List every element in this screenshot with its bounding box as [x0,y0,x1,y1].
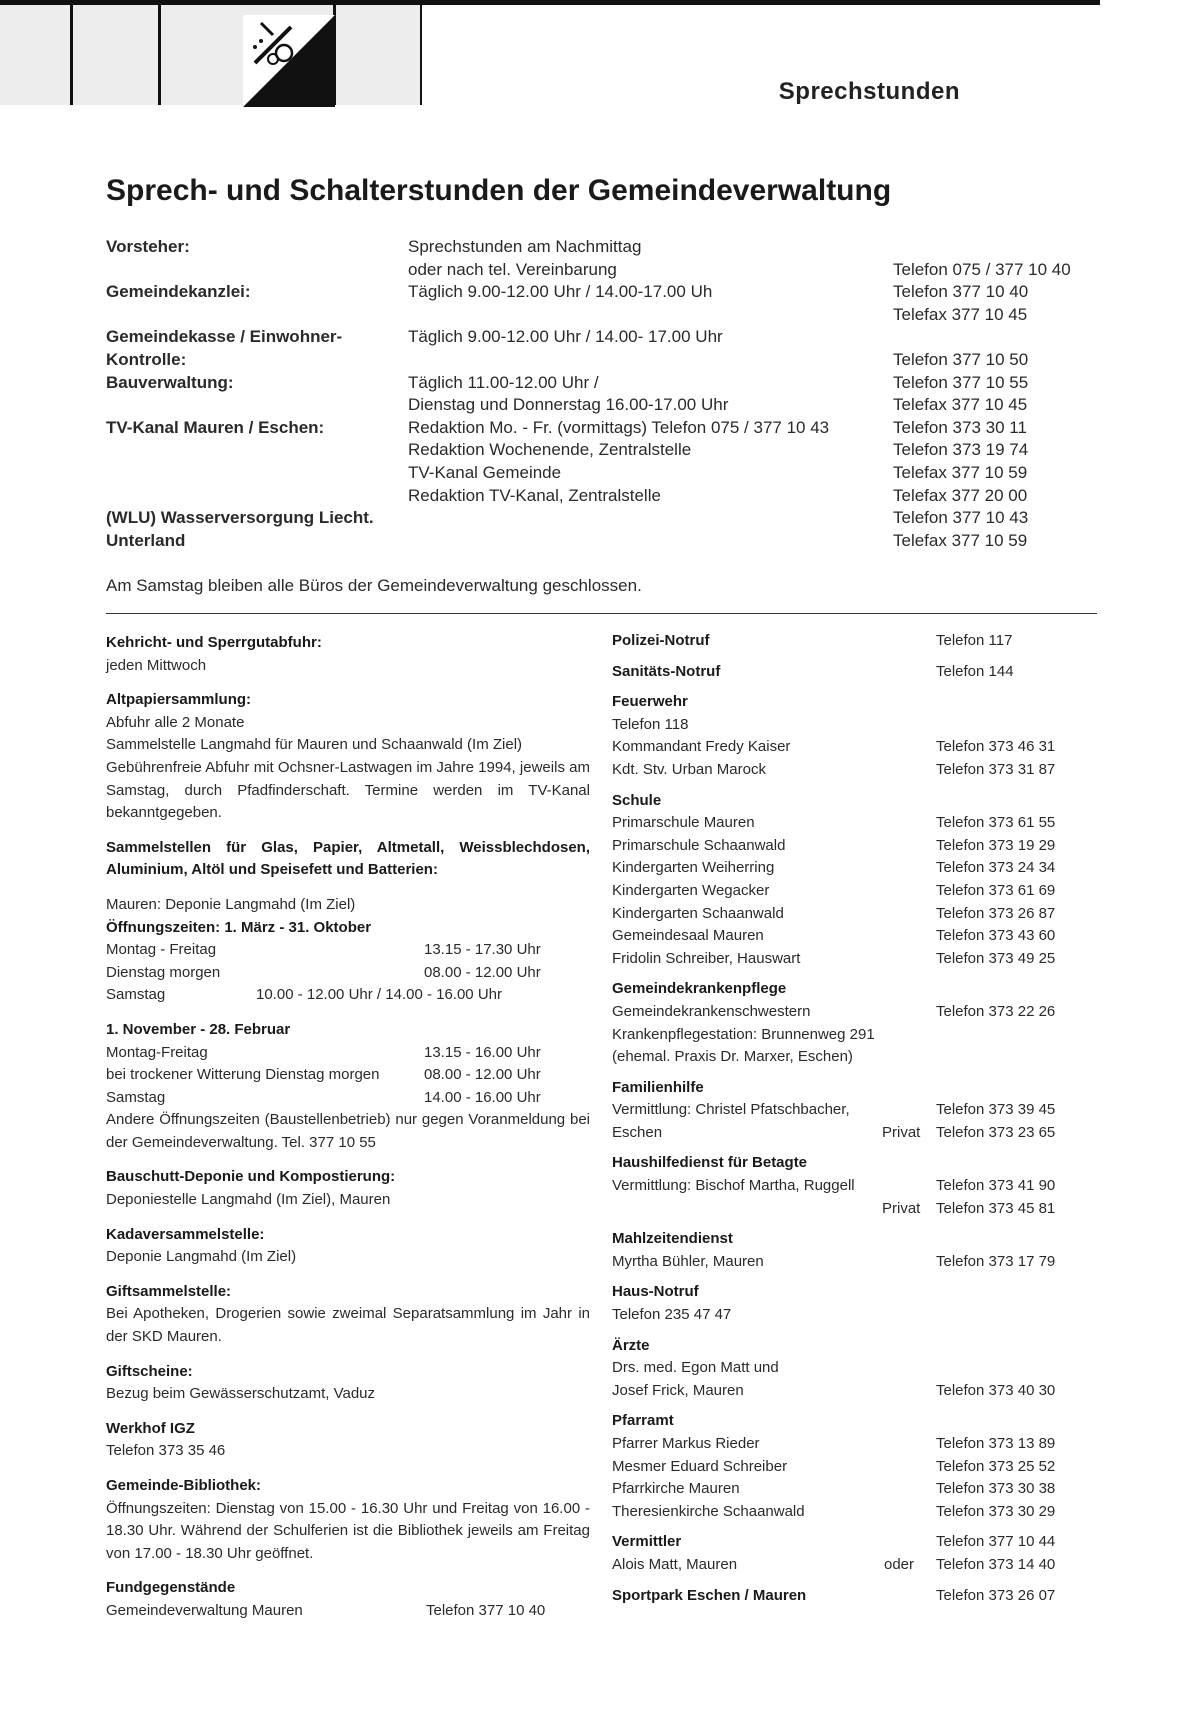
contact-block [612,691,1072,781]
office-label: Unterland [106,530,186,550]
block-text: Gebührenfreie Abfuhr mit Ochsner-Lastwagen im Jahre 1994, jeweils am Samstag, durch Pfadfinderschaft. Termine werden im TV-Kanal bekanntgegeben. [106,758,590,822]
office-hours-line [408,304,829,327]
office-phone: Telefon 377 10 50 [893,349,1029,369]
contact-phone: Telefon 373 46 31 [936,738,1056,756]
contact-row [612,1456,1072,1479]
block-text: Bei Apotheken, Drogerien sowie zweimal Separatsammlung im Jahr in der SKD Mauren. [106,1305,590,1346]
info-block [106,1019,590,1155]
contact-phone: Telefon 373 49 25 [936,949,1056,967]
info-block [106,632,590,677]
contact-phone: Telefon 373 13 89 [936,1435,1056,1452]
contact-heading: Ärzte [612,1336,650,1354]
contact-phone: Telefon 373 26 87 [936,904,1056,922]
contact-block [612,790,1072,971]
contact-row [612,903,1072,926]
hours-row [106,1087,590,1110]
block-text: Deponiestelle Langmahd (Im Ziel), Mauren [106,1191,391,1209]
office-label: Gemeindekanzlei: [106,282,251,302]
contact-row [612,661,1072,684]
hours-day: Samstag [106,986,166,1004]
contact-row [612,1380,1072,1403]
office-hours-line [408,507,829,530]
office-phone: Telefax 377 10 59 [893,462,1028,482]
contact-row [612,1198,1072,1221]
office-phone: Telefax 377 20 00 [893,485,1028,505]
contact-row [612,630,1072,653]
block-heading: 1. November - 28. Februar [106,1020,291,1038]
contact-row [612,812,1072,835]
info-block [106,837,590,1007]
contact-name: Gemeindekrankenschwestern [612,1002,811,1020]
contact-phone: Telefon 373 43 60 [936,927,1056,945]
contact-heading: Gemeindekrankenpflege [612,980,787,998]
contact-heading: Vermittler [612,1533,682,1551]
contact-name: Kdt. Stv. Urban Marock [612,760,766,778]
block-text: Andere Öffnungszeiten (Baustellenbetrieb) nur gegen Voranmeldung bei der Gemeindeverwaltung. Tel. 377 10 55 [106,1111,590,1151]
office-hours-line: Dienstag und Donnerstag 16.00-17.00 Uhr [408,395,729,415]
contact-name: Pfarrer Markus Rieder [612,1435,760,1452]
contact-phone: Telefon 377 10 44 [936,1533,1056,1551]
contact-heading: Haus-Notruf [612,1283,699,1301]
contact-phone: Telefon 373 25 52 [936,1457,1056,1475]
contact-block [612,661,1072,684]
contact-phone: Telefon 373 30 38 [936,1480,1056,1498]
office-label [106,394,374,417]
privat-label: Privat [882,1199,921,1217]
contact-phone: Telefon 373 31 87 [936,760,1056,778]
hours-time: 13.15 - 16.00 Uhr [424,1043,541,1061]
office-hours-line [408,530,829,553]
contact-phone: Telefon 144 [936,662,1014,680]
office-hours-line [408,349,829,372]
contact-name: Alois Matt, Mauren [612,1555,738,1573]
block-text: Deponie Langmahd (Im Ziel) [106,1248,297,1266]
hours-time: 13.15 - 17.30 Uhr [424,941,541,959]
block-heading: Giftscheine: [106,1362,193,1380]
contact-row [612,1175,1072,1198]
contact-block [612,978,1072,1068]
info-block [106,1166,590,1211]
info-block [106,1361,590,1406]
contact-name: Kindergarten Wegacker [612,881,770,899]
contact-name: Gemeindesaal Mauren [612,927,764,945]
contact-block [612,1228,1072,1273]
info-block [106,1418,590,1463]
hours-day: Montag - Freitag [106,941,217,959]
block-text: Bezug beim Gewässerschutzamt, Vaduz [106,1385,376,1403]
contact-text: (ehemal. Praxis Dr. Marxer, Eschen) [612,1048,853,1066]
contact-block [612,1152,1072,1220]
info-block [106,1475,590,1565]
office-phone: Telefon 373 30 11 [893,417,1027,437]
contact-name: Gemeindeverwaltung Mauren [106,1601,303,1619]
block-text: Mauren: Deponie Langmahd (Im Ziel) [106,895,356,913]
contact-row [612,1001,1072,1024]
hours-row [106,962,590,985]
block-heading: Fundgegenstände [106,1579,236,1597]
municipal-emblem-icon [243,15,335,107]
right-column [612,630,1072,1615]
hours-day: bei trockener Witterung Dienstag morgen [106,1066,380,1084]
privat-label: Privat [882,1123,921,1141]
block-text: Öffnungszeiten: Dienstag von 15.00 - 16.30 Uhr und Freitag von 16.00 - 18.30 Uhr. Während der Schulferien ist die Bibliothek jeweils am Freitag von 17.00 - 18.30 Uhr geöffnet. [106,1499,590,1562]
office-phone: Telefax 377 10 45 [893,304,1028,324]
block-heading: Kadaversammelstelle: [106,1225,265,1243]
contact-row [612,1433,1072,1456]
block-heading: Sammelstellen für Glas, Papier, Altmetall, Weissblechdosen, Aluminium, Altöl und Speisefett und Batterien: [106,838,590,879]
office-label [106,485,374,508]
page-title: Sprech- und Schalterstunden der Gemeindeverwaltung [106,174,892,207]
contact-phone: Telefon 235 47 47 [612,1306,732,1324]
office-label: TV-Kanal Mauren / Eschen: [106,417,325,437]
contact-name: Kindergarten Weiherring [612,859,775,877]
office-label: Vorsteher: [106,237,190,256]
office-phone: Telefon 373 19 74 [893,440,1029,460]
hours-row [106,1042,590,1065]
contact-block [612,1585,1072,1608]
block-text: Telefon 373 35 46 [106,1442,226,1460]
contact-phone: Telefon 373 19 29 [936,836,1056,854]
contact-block [612,1281,1072,1326]
hours-row [106,1064,590,1087]
office-label: Kontrolle: [106,349,187,369]
contact-row [612,948,1072,971]
contact-phone: Telefon 373 61 55 [936,814,1056,832]
contact-phone: Telefon 373 22 26 [936,1002,1056,1020]
contact-heading: Haushilfedienst für Betagte [612,1154,808,1172]
contact-phone: Telefon 373 30 29 [936,1502,1056,1520]
office-hours [408,236,829,552]
contact-row [612,1122,1072,1145]
contact-heading: Schule [612,791,662,809]
office-hours-line: Sprechstunden am Nachmittag [408,237,642,256]
contact-name: Myrtha Bühler, Mauren [612,1252,764,1270]
block-text: Abfuhr alle 2 Monate [106,713,245,731]
contact-name: Kindergarten Schaanwald [612,904,784,922]
contact-block [612,1410,1072,1523]
office-hours-line: Redaktion TV-Kanal, Zentralstelle [408,485,661,505]
block-heading: Giftsammelstelle: [106,1282,232,1300]
contact-block [612,1531,1072,1576]
office-label [106,462,374,485]
office-hours-line: Redaktion Wochenende, Zentralstelle [408,440,692,460]
office-phone: Telefax 377 10 59 [893,530,1028,550]
contact-row [612,1554,1072,1577]
block-text: Sammelstelle Langmahd für Mauren und Schaanwald (Im Ziel) [106,736,523,754]
contact-phone: Telefon 373 39 45 [936,1101,1056,1119]
contact-heading: Pfarramt [612,1412,674,1430]
contact-row [612,857,1072,880]
contact-row [612,880,1072,903]
block-heading: Bauschutt-Deponie und Kompostierung: [106,1168,396,1186]
office-phone: Telefon 377 10 43 [893,508,1029,528]
contact-heading: Mahlzeitendienst [612,1230,733,1248]
header-divider [158,5,161,105]
left-column [106,632,590,1635]
office-hours-line: Täglich 9.00-12.00 Uhr / 14.00- 17.00 Uhr [408,327,723,347]
contact-name: Mesmer Eduard Schreiber [612,1457,788,1475]
block-heading: Gemeinde-Bibliothek: [106,1477,262,1494]
office-phone: Telefon 377 10 40 [893,282,1029,302]
office-hours-line: Täglich 11.00-12.00 Uhr / [408,372,599,392]
office-hours-line: TV-Kanal Gemeinde [408,462,562,482]
contact-phone: Telefon 373 45 81 [936,1199,1056,1217]
contact-phone: Telefon 373 14 40 [936,1555,1056,1573]
contact-name: Pfarrkirche Mauren [612,1480,740,1498]
contact-phone: Telefon 373 23 65 [936,1123,1056,1141]
contact-row [612,1251,1072,1274]
office-phone: Telefon 377 10 55 [893,372,1029,392]
contact-block [612,1335,1072,1403]
hours-day: Dienstag morgen [106,963,221,981]
contact-row [612,759,1072,782]
office-hours-line: Redaktion Mo. - Fr. (vormittags) Telefon 075 / 377 10 43 [408,417,830,437]
contact-row [612,1501,1072,1524]
contact-name: Fridolin Schreiber, Hauswart [612,949,801,967]
header-strip [0,5,422,105]
contact-phone: Telefon 373 26 07 [936,1586,1056,1604]
opening-hours-heading: Öffnungszeiten: 1. März - 31. Oktober [106,918,372,936]
block-heading: Altpapiersammlung: [106,691,252,709]
contact-phone: Telefon 117 [936,632,1013,649]
contact-name: Kommandant Fredy Kaiser [612,738,791,756]
contact-row [612,736,1072,759]
office-phones [893,236,1071,552]
info-block [106,1224,590,1269]
contact-name: Eschen [612,1123,663,1141]
divider [106,613,1097,614]
contact-row [612,1099,1072,1122]
contact-text: Drs. med. Egon Matt und [612,1359,779,1377]
contact-row [612,925,1072,948]
contact-row [106,1600,590,1623]
contact-row [612,835,1072,858]
contact-phone: Telefon 373 41 90 [936,1177,1056,1195]
hours-row [106,984,590,1007]
contact-name: Theresienkirche Schaanwald [612,1502,805,1520]
office-label: (WLU) Wasserversorgung Liecht. [106,508,374,528]
contact-block [612,630,1072,653]
contact-heading: Familienhilfe [612,1078,704,1096]
info-block [106,1281,590,1349]
office-label: Bauverwaltung: [106,372,234,392]
office-label [106,439,374,462]
office-phone: Telefax 377 10 45 [893,395,1028,415]
hours-time: 14.00 - 16.00 Uhr [424,1088,541,1106]
oder-label: oder [884,1555,915,1573]
contact-heading: Feuerwehr [612,693,688,711]
hours-time: 08.00 - 12.00 Uhr [424,963,541,981]
hours-time: 10.00 - 12.00 Uhr / 14.00 - 16.00 Uhr [256,986,502,1004]
contact-phone: Telefon 373 24 34 [936,859,1056,877]
contact-heading: Sportpark Eschen / Mauren [612,1586,807,1604]
contact-row [612,1478,1072,1501]
contact-phone: Telefon 377 10 40 [426,1601,546,1619]
info-block [106,1577,590,1622]
section-title: Sprechstunden [778,78,960,105]
contact-text: Krankenpflegestation: Brunnenweg 291 [612,1025,875,1043]
block-heading: Werkhof IGZ [106,1419,195,1437]
contact-heading: Polizei-Notruf [612,632,710,649]
contact-block [612,1077,1072,1145]
contact-row [612,1585,1072,1608]
contact-phone: Telefon 373 61 69 [936,881,1056,899]
block-text: jeden Mittwoch [106,656,207,674]
hours-time: 08.00 - 12.00 Uhr [424,1066,541,1084]
hours-day: Samstag [106,1088,166,1106]
office-labels [106,236,374,552]
office-label: Gemeindekasse / Einwohner- [106,327,343,347]
office-hours-line: Täglich 9.00-12.00 Uhr / 14.00-17.00 Uh [408,282,713,302]
contact-phone: Telefon 118 [612,715,689,733]
hours-row [106,939,590,962]
contact-phone: Telefon 373 40 30 [936,1381,1056,1399]
contact-name: Primarschule Schaanwald [612,836,786,854]
contact-heading: Sanitäts-Notruf [612,662,721,680]
office-label [106,304,374,327]
contact-name: Vermittlung: Christel Pfatschbacher, [612,1101,850,1119]
office-hours-line: oder nach tel. Vereinbarung [408,259,617,279]
office-phone [893,326,1071,349]
contact-name: Josef Frick, Mauren [612,1381,744,1399]
contact-row [612,1531,1072,1554]
contact-name: Primarschule Mauren [612,814,755,832]
contact-name: Vermittlung: Bischof Martha, Ruggell [612,1177,855,1195]
info-block [106,689,590,825]
office-phone: Telefon 075 / 377 10 40 [893,259,1071,279]
contact-phone: Telefon 373 17 79 [936,1252,1056,1270]
office-phone [893,236,1071,259]
office-label [106,259,374,282]
block-heading: Kehricht- und Sperrgutabfuhr: [106,634,322,651]
saturday-note: Am Samstag bleiben alle Büros der Gemeindeverwaltung geschlossen. [106,576,642,595]
hours-day: Montag-Freitag [106,1043,208,1061]
header-divider [70,5,73,105]
